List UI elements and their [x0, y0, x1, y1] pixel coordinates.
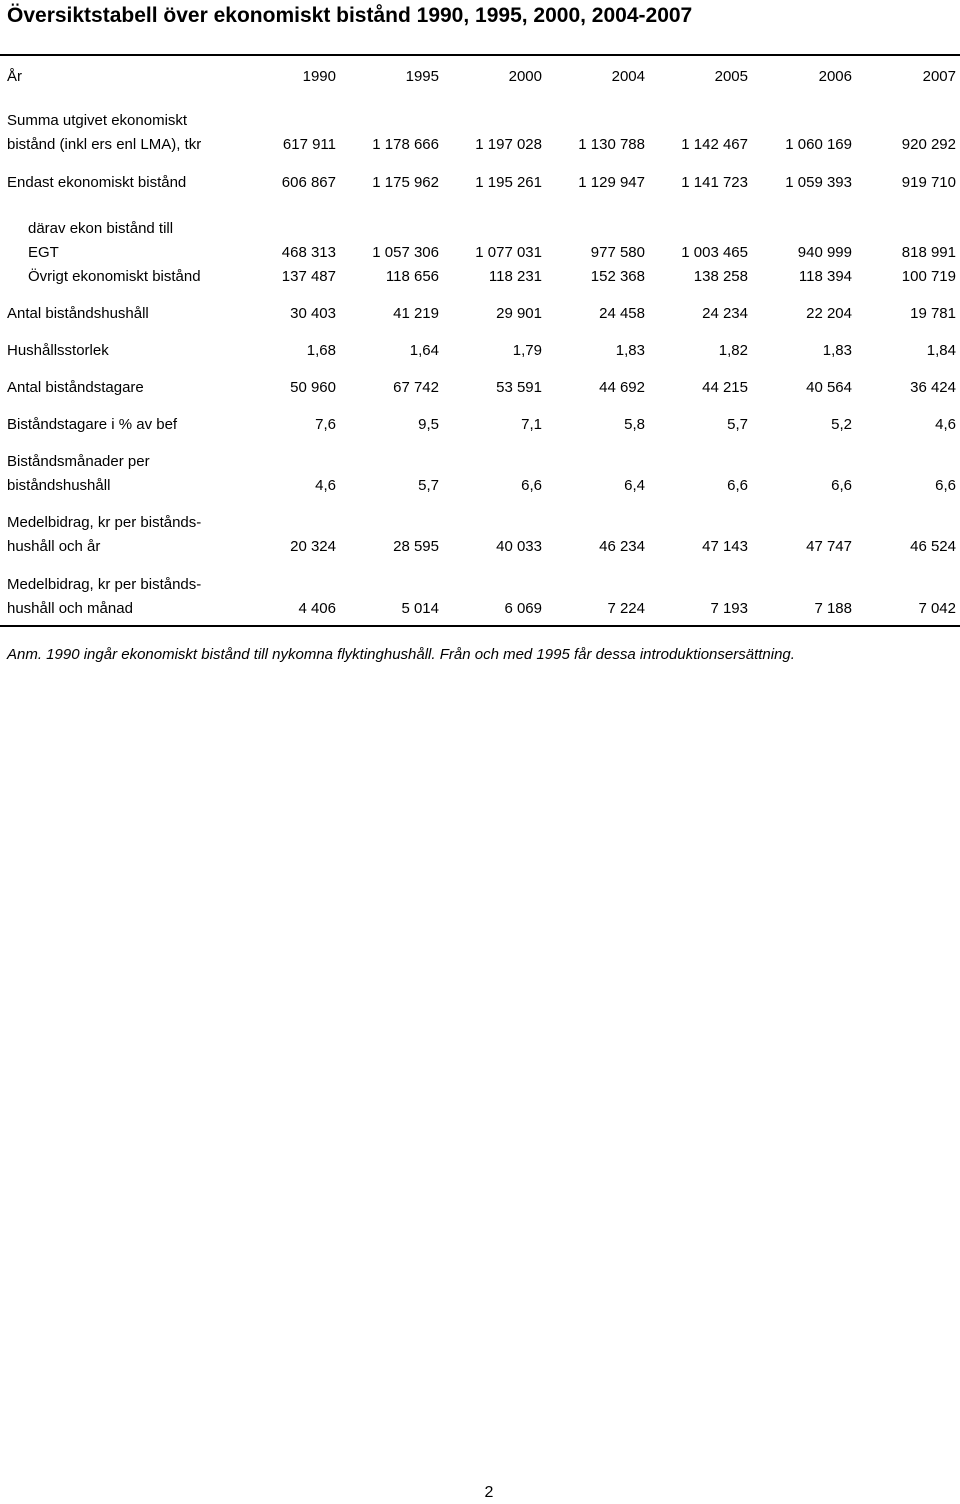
table-cell: 36 424: [910, 379, 956, 396]
table-cell: 5 014: [401, 600, 439, 617]
table-cell: 28 595: [393, 538, 439, 555]
table-cell: 617 911: [282, 136, 336, 153]
table-cell: 4,6: [935, 416, 956, 433]
table-cell: 53 591: [496, 379, 542, 396]
table-cell: 118 656: [385, 268, 439, 285]
table-row: [0, 511, 960, 573]
row-label-line: Biståndsmånader per: [7, 453, 150, 470]
table-cell: 118 394: [798, 268, 852, 285]
page-title: Översiktstabell över ekonomiskt bistånd 1990, 1995, 2000, 2004-2007: [7, 4, 693, 27]
table-cell: 40 033: [496, 538, 542, 555]
table-cell: 4 406: [298, 600, 336, 617]
table-top-rule: [0, 54, 960, 56]
table-cell: 919 710: [901, 174, 956, 191]
row-label-line: hushåll och månad: [7, 600, 133, 617]
table-cell: 1 175 962: [372, 174, 439, 191]
table-cell: 1,83: [822, 342, 852, 359]
table-cell: 5,2: [831, 416, 852, 433]
row-label-line: Medelbidrag, kr per bistånds-: [7, 514, 202, 531]
table-row: [0, 573, 960, 623]
table-cell: 47 143: [702, 538, 748, 555]
table-cell: 1 059 393: [785, 174, 852, 191]
row-label-line: bistånd (inkl ers enl LMA), tkr: [7, 136, 202, 153]
row-label-line: biståndshushåll: [7, 477, 111, 494]
table-cell: 920 292: [901, 136, 956, 153]
table-cell: 41 219: [393, 305, 439, 322]
table-cell: 5,7: [727, 416, 748, 433]
table-cell: 606 867: [281, 174, 336, 191]
table-cell: 1 060 169: [785, 136, 852, 153]
table-cell: 9,5: [418, 416, 439, 433]
table-row: [0, 265, 960, 291]
row-label-line: Summa utgivet ekonomiskt: [7, 112, 188, 129]
row-label-line: Övrigt ekonomiskt bistånd: [28, 268, 201, 285]
table-cell: 7 193: [710, 600, 748, 617]
table-cell: 6 069: [504, 600, 542, 617]
table-cell: 29 901: [496, 305, 542, 322]
table-row: [0, 339, 960, 376]
table-cell: 1 195 261: [475, 174, 542, 191]
table-cell: 6,6: [727, 477, 748, 494]
table-cell: 24 458: [599, 305, 645, 322]
table-footnote: Anm. 1990 ingår ekonomiskt bistånd till nykomna flyktinghushåll. Från och med 1995 får dessa introduktionsersättning.: [7, 646, 795, 663]
table-row: [0, 217, 960, 265]
table-cell: 1 197 028: [475, 136, 542, 153]
row-label-line: Biståndstagare i % av bef: [7, 416, 178, 433]
row-label-line: därav ekon bistånd till: [28, 220, 174, 237]
table-cell: 138 258: [693, 268, 748, 285]
row-label-line: Hushållsstorlek: [7, 342, 109, 359]
row-label-line: Endast ekonomiskt bistånd: [7, 174, 187, 191]
header-year-cell: 2004: [611, 68, 645, 85]
header-year-label: År: [7, 68, 22, 85]
table-cell: 118 231: [488, 268, 542, 285]
table-cell: 137 487: [281, 268, 336, 285]
table-cell: 6,6: [521, 477, 542, 494]
table-cell: 67 742: [393, 379, 439, 396]
table-row: [0, 450, 960, 511]
table-cell: 7 188: [814, 600, 852, 617]
table-cell: 1,79: [512, 342, 542, 359]
header-year-cell: 2007: [922, 68, 956, 85]
table-cell: 1 130 788: [578, 136, 645, 153]
table-cell: 1 142 467: [681, 136, 748, 153]
header-year-cell: 2006: [818, 68, 852, 85]
table-cell: 44 215: [702, 379, 748, 396]
table-cell: 5,7: [418, 477, 439, 494]
table-cell: 24 234: [702, 305, 748, 322]
table-row: [0, 302, 960, 339]
table-cell: 7 224: [607, 600, 645, 617]
statistics-table: [0, 60, 960, 623]
row-label-line: Antal biståndshushåll: [7, 305, 149, 322]
table-cell: 1,64: [409, 342, 439, 359]
table-cell: 19 781: [910, 305, 956, 322]
row-label-line: EGT: [28, 244, 59, 261]
row-label-line: Antal biståndstagare: [7, 379, 144, 396]
table-cell: 1 057 306: [372, 244, 439, 261]
table-cell: 1 129 947: [578, 174, 645, 191]
row-label-line: hushåll och år: [7, 538, 101, 555]
table-row: [0, 109, 960, 173]
table-cell: 47 747: [806, 538, 852, 555]
table-cell: 30 403: [290, 305, 336, 322]
table-cell: 22 204: [806, 305, 852, 322]
table-row: [0, 376, 960, 413]
table-cell: 6,4: [624, 477, 645, 494]
table-cell: 468 313: [281, 244, 336, 261]
header-year-cell: 1990: [302, 68, 336, 85]
table-bottom-rule: [0, 625, 960, 627]
header-year-cell: 1995: [405, 68, 439, 85]
table-cell: 40 564: [806, 379, 852, 396]
page-number: 2: [484, 1484, 494, 1501]
table-cell: 50 960: [290, 379, 336, 396]
table-cell: 940 999: [797, 244, 852, 261]
table-cell: 818 991: [901, 244, 956, 261]
table-cell: 46 524: [910, 538, 956, 555]
table-cell: 7,1: [521, 416, 542, 433]
table-cell: 1,83: [615, 342, 645, 359]
table-cell: 100 719: [901, 268, 956, 285]
table-cell: 46 234: [599, 538, 645, 555]
table-row: [0, 413, 960, 450]
table-row: [0, 171, 960, 207]
table-cell: 6,6: [935, 477, 956, 494]
table-cell: 1,68: [306, 342, 336, 359]
table-cell: 1,84: [926, 342, 956, 359]
header-year-cell: 2005: [714, 68, 748, 85]
row-label-line: Medelbidrag, kr per bistånds-: [7, 576, 202, 593]
table-cell: 1 077 031: [475, 244, 542, 261]
table-cell: 6,6: [831, 477, 852, 494]
table-cell: 20 324: [290, 538, 336, 555]
table-cell: 4,6: [315, 477, 336, 494]
table-cell: 7 042: [918, 600, 956, 617]
table-cell: 1,82: [718, 342, 748, 359]
header-year-cell: 2000: [508, 68, 542, 85]
table-cell: 1 141 723: [681, 174, 748, 191]
table-cell: 1 003 465: [681, 244, 748, 261]
table-cell: 7,6: [315, 416, 336, 433]
table-cell: 152 368: [590, 268, 645, 285]
table-cell: 5,8: [624, 416, 645, 433]
table-cell: 977 580: [590, 244, 645, 261]
table-cell: 44 692: [599, 379, 645, 396]
table-header-row: [0, 60, 960, 94]
table-cell: 1 178 666: [372, 136, 439, 153]
